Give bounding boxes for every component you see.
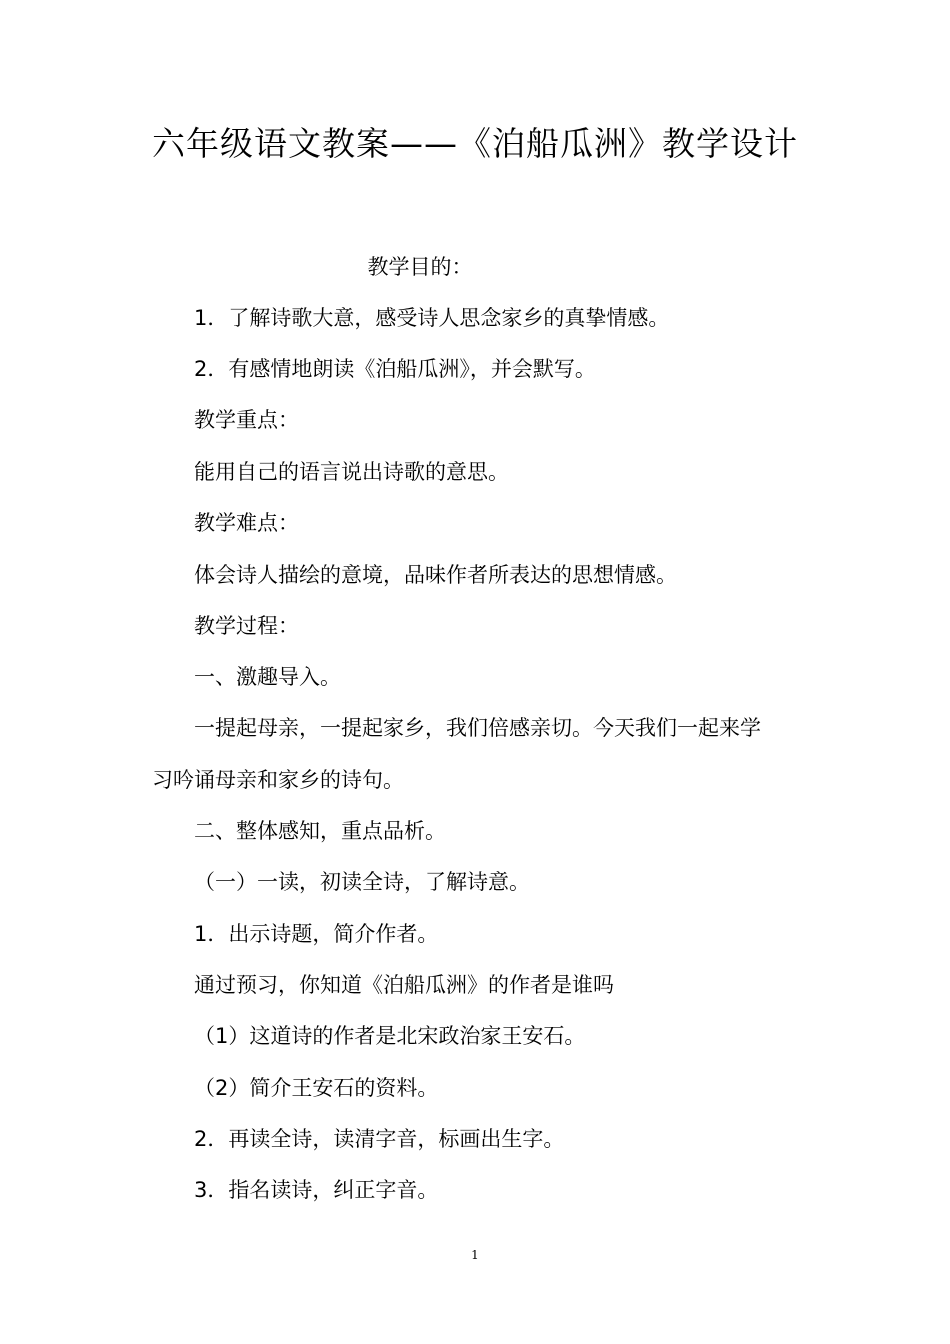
step-heading-2: 二、整体感知，重点品析。: [194, 819, 446, 843]
key-point-text: 能用自己的语言说出诗歌的意思。: [194, 460, 509, 484]
list-item: （1）这道诗的作者是北宋政治家王安石。: [194, 1024, 586, 1048]
list-item: 1．出示诗题，简介作者。: [194, 922, 439, 946]
section-heading-difficulties: 教学难点：: [194, 511, 299, 535]
sub-step-heading: （一）一读，初读全诗，了解诗意。: [194, 870, 530, 894]
list-item: 3．指名读诗，纠正字音。: [194, 1178, 439, 1202]
section-heading-objectives: 教学目的：: [367, 255, 473, 279]
page-number: 1: [471, 1248, 479, 1262]
objective-item-1: 1．了解诗歌大意，感受诗人思念家乡的真挚情感。: [194, 306, 670, 330]
list-item: （2）简介王安石的资料。: [194, 1076, 439, 1100]
difficulty-text: 体会诗人描绘的意境，品味作者所表达的思想情感。: [194, 563, 677, 587]
list-item: 2．再读全诗，读清字音，标画出生字。: [194, 1127, 565, 1151]
document-title: 六年级语文教案——《泊船瓜洲》教学设计: [152, 124, 798, 163]
paragraph-line-continued: 习吟诵母亲和家乡的诗句。: [152, 768, 404, 792]
section-heading-process: 教学过程：: [194, 614, 299, 638]
paragraph-line: 一提起母亲，一提起家乡，我们倍感亲切。今天我们一起来学: [194, 716, 761, 740]
paragraph-line: 通过预习，你知道《泊船瓜洲》的作者是谁吗: [194, 973, 614, 997]
objective-item-2: 2．有感情地朗读《泊船瓜洲》，并会默写。: [194, 357, 596, 381]
section-heading-key-points: 教学重点：: [194, 408, 299, 432]
step-heading-1: 一、激趣导入。: [194, 665, 341, 689]
